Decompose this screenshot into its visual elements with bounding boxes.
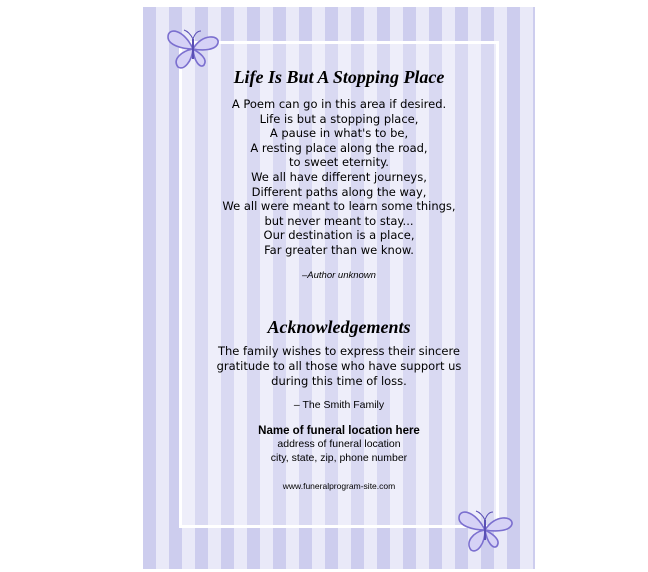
poem-line: Different paths along the way,	[251, 184, 427, 199]
poem-line: but never meant to stay...	[264, 213, 414, 228]
poem-line: We all have different journeys,	[251, 169, 427, 184]
poem-line: We all were meant to learn some things,	[222, 199, 456, 214]
poem-body	[182, 97, 496, 258]
poem-line: A pause in what's to be,	[269, 126, 409, 141]
acknowledgements-text	[182, 344, 496, 389]
poem-author: –Author unknown	[302, 269, 376, 281]
poem-line: to sweet eternity.	[289, 155, 389, 170]
poem-line: Our destination is a place,	[263, 228, 415, 243]
program-content	[182, 44, 496, 491]
poem-title: Life Is But A Stopping Place	[233, 67, 445, 87]
location-name: Name of funeral location here	[258, 424, 420, 437]
butterfly-icon	[455, 504, 517, 554]
location-city-line: city, state, zip, phone number	[270, 451, 408, 464]
poem-line: A resting place along the road,	[250, 140, 428, 155]
poem-line: A Poem can go in this area if desired.	[231, 97, 447, 111]
acknowledgements-line: gratitude to all those who have support us	[216, 358, 462, 373]
acknowledgements-line: The family wishes to express their sincere	[217, 343, 461, 358]
website-link[interactable]: www.funeralprogram-site.com	[282, 480, 396, 491]
poem-line: Far greater than we know.	[264, 242, 414, 257]
acknowledgements-title: Acknowledgements	[267, 316, 411, 337]
poem-line: Life is but a stopping place,	[259, 111, 419, 126]
family-signature: – The Smith Family	[293, 398, 385, 411]
acknowledgements-line: during this time of loss.	[271, 373, 407, 388]
location-address: address of funeral location	[277, 437, 401, 450]
